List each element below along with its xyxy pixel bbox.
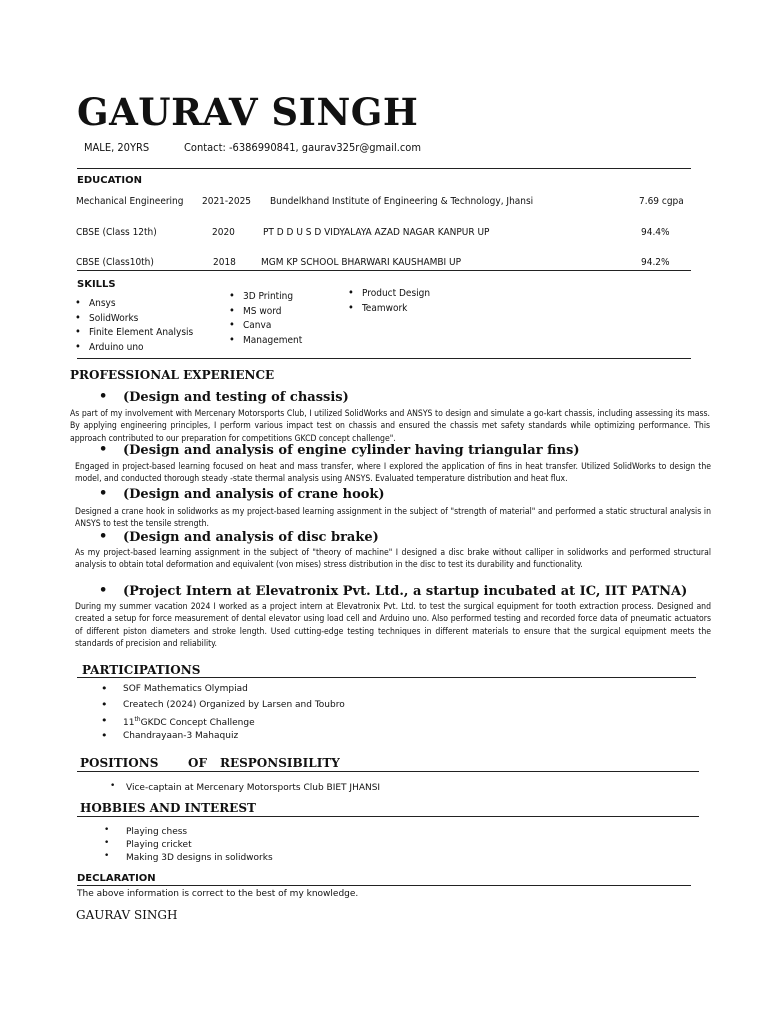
edu-score: 7.69 cgpa <box>639 196 684 207</box>
skill-item: • 3D Printing <box>229 289 294 302</box>
participation-item: • 11thGKDC Concept Challenge <box>101 714 255 728</box>
edu-degree: Mechanical Engineering <box>76 196 184 207</box>
participation-item: • SOF Mathematics Olympiad <box>101 682 248 695</box>
education-heading: EDUCATION <box>77 175 142 186</box>
edu-score: 94.2% <box>641 257 670 268</box>
hobby-item: • Playing chess <box>104 825 188 837</box>
project-description: As part of my involvement with Mercenary Motorsports Club, I utilized SolidWorks and ANSYS to design and simulate a go-kart chassis, including assessing its mass. By applying engineering principles, I perform various impact test on chassis and ensured the chassis met safety standards while optimizing performance. This approach contributed to our preparation for competitions GKCD concept challenge". <box>70 409 710 444</box>
skill-item: • Finite Element Analysis <box>75 325 194 338</box>
project-title: • (Design and analysis of engine cylinder having triangular fins) <box>99 442 580 458</box>
skill-item: • Ansys <box>75 296 116 309</box>
skill-item: • Teamwork <box>348 300 408 314</box>
edu-score: 94.4% <box>641 227 670 238</box>
declaration-heading: DECLARATION <box>77 873 156 884</box>
skill-item: • SolidWorks <box>75 310 139 324</box>
hobby-item: • Playing cricket <box>104 838 192 850</box>
participations-divider <box>77 677 696 678</box>
header-divider <box>77 168 691 169</box>
declaration-divider <box>77 885 691 886</box>
project-title: • (Design and analysis of crane hook) <box>99 486 385 502</box>
participation-item: • Chandrayaan-3 Mahaquiz <box>101 729 239 742</box>
project-title: • (Project Intern at Elevatronix Pvt. Ltd., a startup incubated at IC, IIT PATNA) <box>99 583 688 599</box>
participation-item: • Createch (2024) Organized by Larsen and Toubro <box>101 698 345 711</box>
positions-heading-word: POSITIONS <box>80 756 159 770</box>
skills-column-1 <box>75 296 194 355</box>
candidate-name: GAURAV SINGH <box>77 90 419 134</box>
participations-heading: PARTICIPATIONS <box>82 663 201 677</box>
contact-info: Contact: -6386990841, gaurav325r@gmail.com <box>184 141 422 154</box>
skill-item: • MS word <box>229 303 282 317</box>
skill-item: • Arduino uno <box>75 339 144 353</box>
skills-heading: SKILLS <box>77 279 116 290</box>
position-item: • Vice-captain at Mercenary Motorsports Club BIET JHANSI <box>110 781 381 793</box>
skills-divider <box>77 358 691 359</box>
declaration-text: The above information is correct to the best of my knowledge. <box>77 889 359 899</box>
hobby-item: • Making 3D designs in solidworks <box>104 851 273 863</box>
project-description: Designed a crane hook in solidworks as my project-based learning assignment in the subject of "strength of material" and performed a static structural analysis in ANSYS to test the tensile strength. <box>75 507 711 530</box>
gender-age: MALE, 20YRS <box>84 141 150 154</box>
positions-heading-word: RESPONSIBILITY <box>220 756 340 770</box>
project-description: During my summer vacation 2024 I worked as a project intern at Elevatronix Pvt. Ltd. to test the surgical equipment for tooth extraction process. Designed and created a setup for force measurement of dental elevator using load cell and Arduino uno. Also performed testing and recorded force data of pneumatic actuators of different piston diameters and stroke length. Used cutting-edge testing techniques in different materials to ensure that the surgical equipment meets the standards of precision and reliability. <box>75 602 711 649</box>
hobbies-divider <box>77 816 699 817</box>
experience-heading: PROFESSIONAL EXPERIENCE <box>70 368 275 382</box>
project-description: Engaged in project-based learning focused on heat and mass transfer, where I explored the application of fins in heat transfer. Utilized SolidWorks to design the model, and conducted thorough steady -state thermal analysis using ANSYS. Evaluated temperature distribution and heat flux. <box>75 462 711 485</box>
skill-item: • Product Design <box>348 286 431 299</box>
edu-degree: CBSE (Class10th) <box>76 257 154 268</box>
edu-institute: MGM KP SCHOOL BHARWARI KAUSHAMBI UP <box>261 257 462 268</box>
edu-degree: CBSE (Class 12th) <box>76 227 157 238</box>
edu-years: 2018 <box>213 257 236 268</box>
skills-column-3 <box>348 286 431 316</box>
hobbies-heading: HOBBIES AND INTEREST <box>80 801 256 815</box>
signature-name: GAURAV SINGH <box>76 908 178 922</box>
positions-heading-word: OF <box>188 756 207 770</box>
project-description: As my project-based learning assignment in the subject of "theory of machine" I designed a disc brake without calliper in solidworks and performed structural analysis to obtain total deformation and equivalent (von mises) stress distribution in the disc to test its durability and functionality. <box>75 548 711 571</box>
skill-item: • Canva <box>229 318 272 331</box>
skill-item: • Management <box>229 332 303 346</box>
project-title: • (Design and testing of chassis) <box>99 389 349 405</box>
edu-years: 2020 <box>212 227 235 238</box>
skills-column-2 <box>229 289 303 348</box>
edu-institute: PT D D U S D VIDYALAYA AZAD NAGAR KANPUR UP <box>263 227 490 238</box>
edu-institute: Bundelkhand Institute of Engineering & Technology, Jhansi <box>270 196 534 207</box>
project-title: • (Design and analysis of disc brake) <box>99 529 379 545</box>
education-divider <box>77 270 691 271</box>
positions-divider <box>77 771 699 772</box>
edu-years: 2021-2025 <box>202 196 252 207</box>
